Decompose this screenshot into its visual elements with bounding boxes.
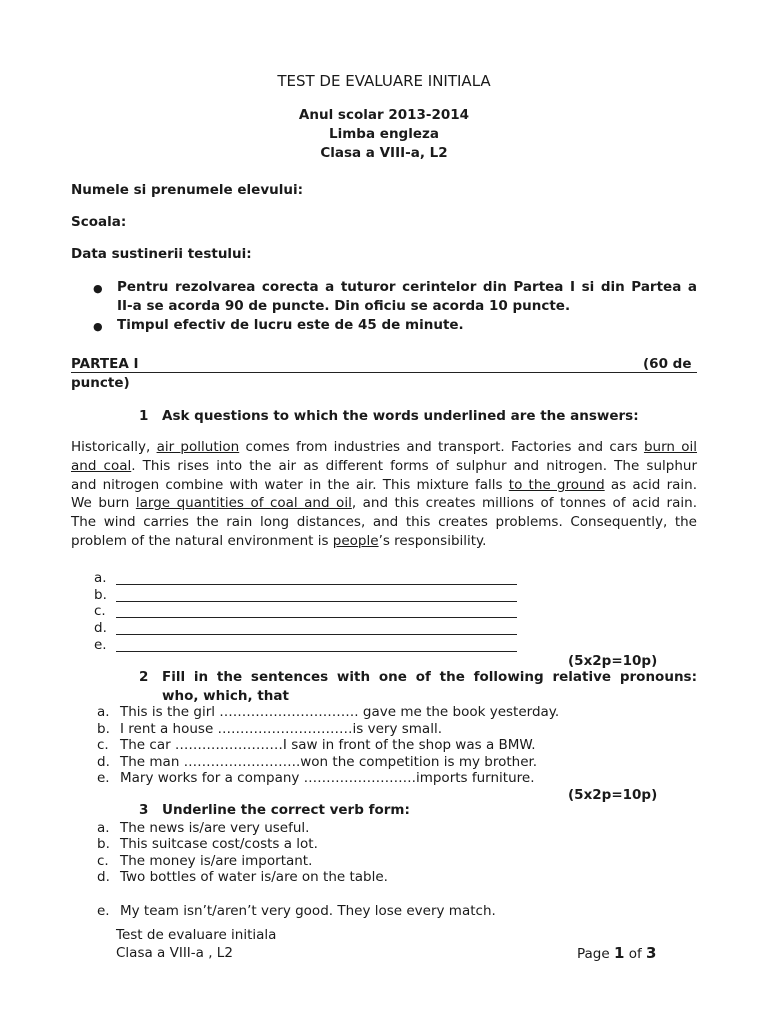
exercise-number: 2 xyxy=(139,669,149,685)
item-label: d. xyxy=(97,869,110,885)
answer-label: a. xyxy=(94,570,107,586)
exercise-score: (5x2p=10p) xyxy=(568,787,658,803)
exercise-title: Ask questions to which the words underlined are the answers: xyxy=(162,408,639,424)
class-level: Clasa a VIII-a, L2 xyxy=(320,145,448,161)
school-year: Anul scolar 2013-2014 xyxy=(298,107,470,123)
item-label: c. xyxy=(97,737,109,753)
answer-label: b. xyxy=(94,587,107,603)
fill-sentence: The man ……………………..won the competition is my brother. xyxy=(120,754,538,770)
item-label: e. xyxy=(97,903,110,919)
exercise-number: 1 xyxy=(139,408,149,424)
answer-label: d. xyxy=(94,620,107,636)
instruction-points-line2: II-a se acorda 90 de puncte. Din oficiu se acorda 10 puncte. xyxy=(117,298,571,314)
pronoun-options: who, which, that xyxy=(162,688,289,704)
part-divider xyxy=(71,372,697,373)
footer-class: Clasa a VIII-a , L2 xyxy=(116,945,233,961)
fill-sentence: The car ……………………I saw in front of the shop was a BMW. xyxy=(120,737,536,753)
exercise-number: 3 xyxy=(139,802,149,818)
page-number: Page 1 of 3 xyxy=(577,944,657,962)
verb-sentence: This suitcase cost/costs a lot. xyxy=(120,836,318,852)
instruction-points-line1: Pentru rezolvarea corecta a tuturor cerintelor din Partea I si din Partea a xyxy=(117,279,697,295)
part-title: PARTEA I xyxy=(71,356,139,372)
bullet-icon: ● xyxy=(93,282,103,295)
part-points: (60 de xyxy=(643,356,692,372)
fill-sentence: This is the girl …………………………. gave me the book yesterday. xyxy=(120,704,560,720)
verb-sentence: The money is/are important. xyxy=(120,853,313,869)
verb-sentence: Two bottles of water is/are on the table. xyxy=(120,869,388,885)
answer-label: e. xyxy=(94,637,107,653)
exercise-title: Underline the correct verb form: xyxy=(162,802,410,818)
student-name-field: Numele si prenumele elevului: xyxy=(71,182,303,198)
item-label: c. xyxy=(97,853,109,869)
exercise-title: Fill in the sentences with one of the following relative pronouns: xyxy=(162,669,697,685)
verb-sentence: My team isn’t/aren’t very good. They lose every match. xyxy=(120,903,496,919)
verb-sentence: The news is/are very useful. xyxy=(120,820,310,836)
fill-sentence: Mary works for a company …………………….imports furniture. xyxy=(120,770,535,786)
document-title: TEST DE EVALUARE INITIALA xyxy=(277,72,491,90)
reading-paragraph: Historically, air pollution comes from industries and transport. Factories and cars burn oil and coal. This rises into the air as different forms of sulphur and nitrogen. The sulphur and nitrogen combine with water in the air. This mixture falls to the ground as acid rain. We burn large quantities of coal and oil, and this creates millions of tonnes of acid rain. The wind carries the rain long distances, and this creates problems. Consequently, the problem of the natural environment is people’s responsibility. xyxy=(71,439,697,549)
answer-line[interactable] xyxy=(116,601,517,602)
item-label: e. xyxy=(97,770,110,786)
footer-title: Test de evaluare initiala xyxy=(116,927,277,943)
item-label: a. xyxy=(97,704,110,720)
bullet-icon: ● xyxy=(93,320,103,333)
subject: Limba engleza xyxy=(329,126,439,142)
item-label: a. xyxy=(97,820,110,836)
answer-line[interactable] xyxy=(116,584,517,585)
instruction-time: Timpul efectiv de lucru este de 45 de minute. xyxy=(117,317,464,333)
answer-label: c. xyxy=(94,603,106,619)
item-label: b. xyxy=(97,836,110,852)
part-points-cont: puncte) xyxy=(71,375,130,391)
answer-line[interactable] xyxy=(116,634,517,635)
answer-line[interactable] xyxy=(116,617,517,618)
fill-sentence: I rent a house …………………………is very small. xyxy=(120,721,442,737)
exercise-score: (5x2p=10p) xyxy=(568,653,658,669)
answer-line[interactable] xyxy=(116,651,517,652)
item-label: d. xyxy=(97,754,110,770)
school-field: Scoala: xyxy=(71,214,127,230)
item-label: b. xyxy=(97,721,110,737)
test-date-field: Data sustinerii testului: xyxy=(71,246,252,262)
